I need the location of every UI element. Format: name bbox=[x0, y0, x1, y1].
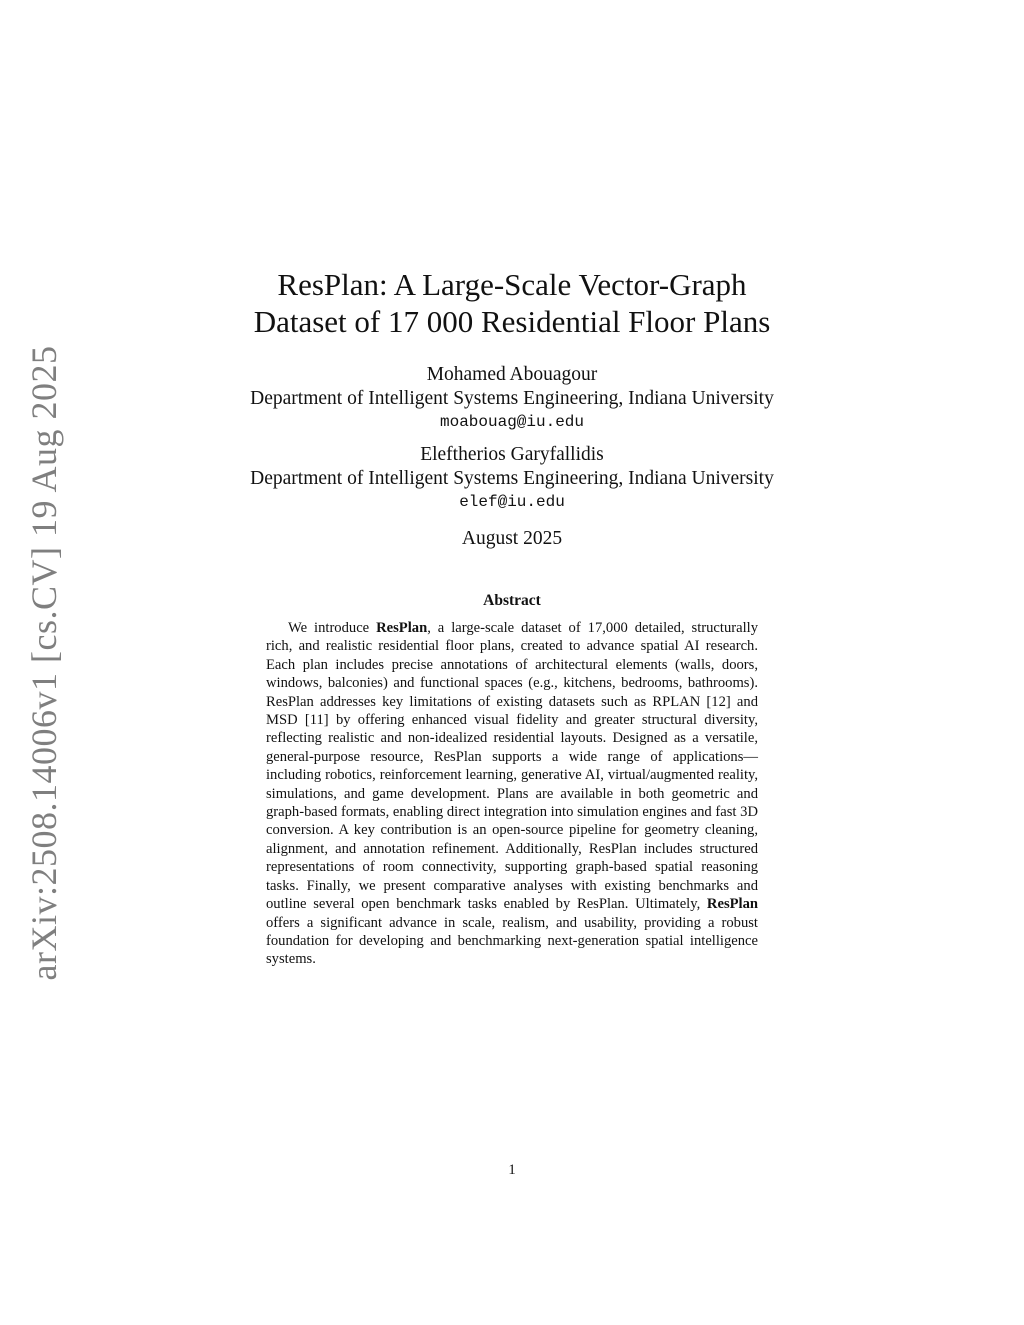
paper-title-line-1: ResPlan: A Large-Scale Vector-Graph bbox=[277, 267, 747, 302]
author-affiliation: Department of Intelligent Systems Engineering, Indiana University bbox=[250, 468, 774, 489]
page-number: 1 bbox=[508, 1162, 516, 1178]
author-email[interactable]: elef@iu.edu bbox=[459, 493, 565, 511]
paper-title-line-2: Dataset of 17 000 Residential Floor Plans bbox=[253, 304, 771, 339]
author-name: Mohamed Abouagour bbox=[426, 364, 598, 385]
arxiv-identifier-stamp: arXiv:2508.14006v1 [cs.CV] 19 Aug 2025 bbox=[24, 345, 64, 981]
author-name: Eleftherios Garyfallidis bbox=[420, 444, 604, 465]
abstract-bold-resplan-1: ResPlan bbox=[376, 620, 428, 636]
abstract-body bbox=[266, 619, 758, 969]
abstract-text-part-1: We introduce bbox=[288, 620, 377, 636]
author-affiliation: Department of Intelligent Systems Engineering, Indiana University bbox=[250, 388, 774, 409]
author-block-2 bbox=[0, 443, 1024, 513]
publication-date: August 2025 bbox=[461, 528, 563, 549]
abstract-text-part-3: offers a significant advance in scale, realism, and usability, providing a robust foundation for developing and benchmarking next-generation spatial intelligence systems. bbox=[266, 914, 758, 968]
abstract-bold-resplan-2: ResPlan bbox=[706, 896, 758, 913]
author-block-1 bbox=[0, 363, 1024, 433]
author-email[interactable]: moabouag@iu.edu bbox=[439, 413, 585, 431]
paper-title bbox=[0, 266, 1024, 340]
abstract-text-part-2: , a large-scale dataset of 17,000 detailed, structurally rich, and realistic residential floor plans, created to advance spatial AI research. Each plan includes precise annotations of architectural elements (walls, doors, windows, balconies) and functional spaces (e.g., kitchens, bedrooms, bathrooms). ResPlan addresses key limitations of existing datasets such as RPLAN [12] and MSD [11] by offering enhanced visual fidelity and greater structural diversity, reflecting realistic and non-idealized residential layouts. Designed as a versatile, general-purpose resource, ResPlan supports a wide range of applications—including robotics, reinforcement learning, generative AI, virtual/augmented reality, simulations, and game development. Plans are available in both geometric and graph-based formats, enabling direct integration into simulation engines and fast 3D conversion. A key contribution is an open-source pipeline for geometry cleaning, alignment, and annotation refinement. Additionally, ResPlan includes structured representations of room connectivity, supporting graph-based spatial reasoning tasks. Finally, we present comparative analyses with existing benchmarks and outline several open benchmark tasks enabled by ResPlan. Ultimately, bbox=[266, 620, 759, 913]
abstract-heading: Abstract bbox=[483, 592, 541, 609]
